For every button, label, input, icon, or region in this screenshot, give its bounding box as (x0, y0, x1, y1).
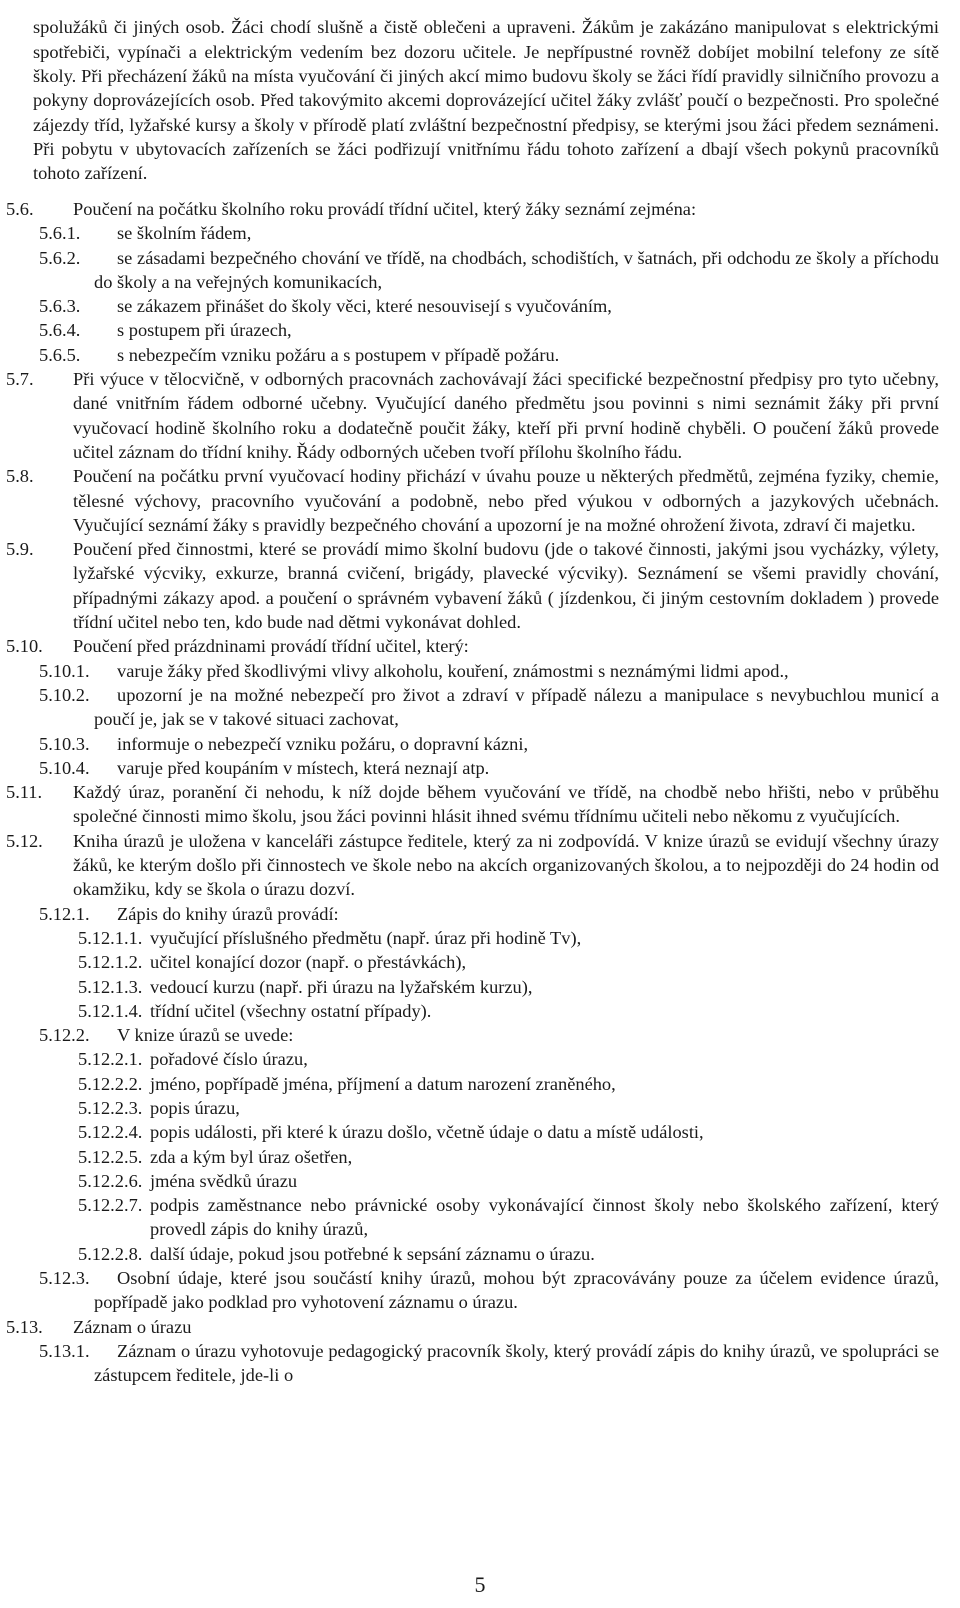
item-number: 5.12. (6, 830, 43, 851)
list-item (0, 975, 960, 999)
item-number: 5.12.1.1. (78, 927, 143, 948)
item-number: 5.6. (6, 199, 34, 219)
item-text: V knize úrazů se uvede: (117, 1025, 294, 1046)
list-item (0, 902, 960, 926)
item-text: Kniha úrazů je uložena v kanceláři zástupce ředitele, který za ni zodpovídá. V knize úrazů se evidují všechny úrazy žáků, ke kterým došlo při činnostech ve škole nebo na akcích organizovaných školou, a to nejpozději do 24 hodin od okamžiku, kdy se škola o úrazu dozví. (73, 830, 939, 900)
list-item (0, 1339, 960, 1388)
list-item (0, 634, 960, 658)
intro-paragraph: spolužáků či jiných osob. Žáci chodí slušně a čistě oblečeni a upraveni. Žákům je zakázáno manipulovat s elektrickými spotřebiči, vypínači a elektrickým vedením bez dozoru učitele. Je nepřípustné rovněž dobíjet mobilní telefony ze sítě školy. Při přecházení žáků na místa vyučování či jiných akcí mimo budovu školy se žáci řídí pravidly silničního provozu a pokyny doprovázejících osob. Před takovýmito akcemi doprovázející učitel žáky zvlášť poučí o bezpečnosti. Pro společné zájezdy tříd, lyžařské kursy a školy v přírodě platí zvláštní bezpečnostní předpisy, se kterými jsou žáci předem seznámeni. Při pobytu v ubytovacích zařízeních se žáci podřizují vnitřnímu řádu tohoto zařízení a dbají všech pokynů pracovníků tohoto zařízení. (33, 17, 939, 184)
list-item (0, 1242, 960, 1266)
item-number: 5.10.1. (39, 660, 90, 681)
list-item (0, 1072, 960, 1096)
list-item (0, 343, 960, 367)
list-item (0, 197, 960, 221)
item-text: Každý úraz, poranění či nehodu, k níž dojde během vyučování ve třídě, na chodbě nebo hřišti, nebo v průběhu společné činnosti mimo školu, jsou žáci povinni hlásit ihned svému třídnímu učiteli nebo někomu z vyučujících. (73, 782, 939, 827)
list-item (0, 367, 960, 464)
item-number: 5.9. (6, 539, 34, 560)
item-text: upozorní je na možné nebezpečí pro život a zdraví v případě nálezu a manipulace s nevybuchlou municí a poučí je, jak se v takové situaci zachovat, (94, 684, 939, 730)
item-number: 5.12.3. (39, 1268, 90, 1289)
list-item (0, 1096, 960, 1120)
list-item (0, 246, 960, 295)
item-number: 5.6.2. (39, 247, 81, 268)
list-item (0, 756, 960, 780)
item-text: s postupem při úrazech, (117, 320, 292, 341)
item-text: se zásadami bezpečného chování ve třídě, na chodbách, schodištích, v šatnách, při odchodu ze školy a příchodu do školy a na veřejných komunikacích, (94, 247, 939, 292)
list-item (0, 1315, 960, 1339)
item-text: učitel konající dozor (např. o přestávkách), (150, 952, 467, 973)
item-text: popis úrazu, (150, 1097, 240, 1118)
list-item (0, 950, 960, 974)
item-text: jméno, popřípadě jména, příjmení a datum narození zraněného, (150, 1073, 616, 1094)
list-item (0, 683, 960, 732)
item-number: 5.12.2.4. (78, 1122, 143, 1143)
item-text: třídní učitel (všechny ostatní případy). (150, 1000, 432, 1021)
item-number: 5.12.1. (39, 903, 90, 924)
item-number: 5.12.1.2. (78, 952, 143, 973)
item-number: 5.12.2.7. (78, 1195, 143, 1216)
item-text: Poučení na počátku první vyučovací hodiny přichází v úvahu pouze u některých předmětů, zejména fyziky, chemie, tělesné výchovy, pracovního vyučování a podobně, nebo před výukou v odborných a jazykových učebnách. Vyučující seznámí žáky s pravidly bezpečného chování a upozorní je na možné ohrožení života, zdraví či majetku. (73, 466, 939, 535)
item-number: 5.12.2.5. (78, 1146, 143, 1167)
list-item (0, 1266, 960, 1315)
item-number: 5.12.1.3. (78, 976, 143, 997)
item-text: vedoucí kurzu (např. při úrazu na lyžařském kurzu), (150, 976, 533, 997)
list-item (0, 999, 960, 1023)
list-item (0, 926, 960, 950)
list-item (0, 1193, 960, 1242)
list-item (0, 780, 960, 829)
item-text: varuje žáky před škodlivými vlivy alkoholu, kouření, známostmi s neznámými lidmi apod., (117, 660, 789, 681)
item-text: se zákazem přinášet do školy věci, které nesouvisejí s vyučováním, (117, 296, 612, 317)
item-text: varuje před koupáním v místech, která neznají atp. (117, 757, 490, 778)
item-text: jména svědků úrazu (150, 1170, 298, 1191)
item-text: Záznam o úrazu vyhotovuje pedagogický pracovník školy, který provádí zápis do knihy úrazů, ve spolupráci se zástupcem ředitele, jde-li o (94, 1340, 939, 1386)
item-number: 5.12.1.4. (78, 1000, 143, 1021)
item-number: 5.12.2.2. (78, 1073, 143, 1094)
list-item (0, 1169, 960, 1193)
item-text: vyučující příslušného předmětu (např. úraz při hodině Tv), (150, 927, 582, 948)
item-text: Záznam o úrazu (73, 1316, 192, 1337)
item-text: pořadové číslo úrazu, (150, 1049, 308, 1070)
list-item (0, 829, 960, 902)
item-text: Poučení před činnostmi, které se provádí mimo školní budovu (jde o takové činnosti, jakými jsou vycházky, výlety, lyžařské výcviky, exkurze, branná cvičení, brigády, plavecké výcviky). Seznámení se všemi pravidly chování, případnými zákazy apod. a poučení o správném vybavení žáků ( jízdenkou, či jiným cestovním dokladem ) provede třídní učitel nebo ten, kdo bude nad dětmi vykonávat dohled. (73, 539, 939, 633)
list-item (0, 464, 960, 537)
list-item (0, 1023, 960, 1047)
list-item (0, 659, 960, 683)
item-text: s nebezpečím vzniku požáru a s postupem v případě požáru. (117, 344, 560, 365)
item-number: 5.11. (6, 782, 43, 803)
item-number: 5.12.2.6. (78, 1170, 143, 1191)
numbered-list (0, 197, 960, 1388)
list-item (0, 1047, 960, 1071)
item-number: 5.12.2.3. (78, 1097, 143, 1118)
item-text: se školním řádem, (117, 223, 252, 244)
item-number: 5.12.2.1. (78, 1049, 143, 1070)
item-number: 5.12.2. (39, 1025, 90, 1046)
item-text: Osobní údaje, které jsou součástí knihy úrazů, mohou být zpracovávány pouze za účelem evidence úrazů, popřípadě jako podklad pro vyhotovení záznamu o úrazu. (94, 1268, 939, 1313)
item-number: 5.10.4. (39, 757, 90, 778)
item-text: podpis zaměstnance nebo právnické osoby vykonávající činnost školy nebo školského zařízení, který provedl zápis do knihy úrazů, (150, 1195, 939, 1240)
page-number: 5 (474, 1572, 486, 1597)
item-number: 5.10.3. (39, 733, 90, 754)
item-number: 5.6.1. (39, 223, 81, 244)
item-text: informuje o nebezpečí vzniku požáru, o dopravní kázni, (117, 733, 529, 754)
list-item (0, 221, 960, 245)
item-number: 5.10. (6, 636, 43, 657)
list-item (0, 1120, 960, 1144)
item-text: Poučení na počátku školního roku provádí třídní učitel, který žáky seznámí zejména: (73, 199, 697, 219)
item-number: 5.6.3. (39, 296, 81, 317)
list-item (0, 537, 960, 634)
list-item (0, 318, 960, 342)
item-text: další údaje, pokud jsou potřebné k sepsání záznamu o úrazu. (150, 1243, 595, 1264)
item-number: 5.13. (6, 1316, 43, 1337)
list-item (0, 732, 960, 756)
item-text: Zápis do knihy úrazů provádí: (117, 903, 339, 924)
item-number: 5.8. (6, 466, 34, 487)
item-number: 5.6.4. (39, 320, 81, 341)
list-item (0, 294, 960, 318)
list-item (0, 1145, 960, 1169)
item-number: 5.6.5. (39, 344, 81, 365)
item-text: Při výuce v tělocvičně, v odborných pracovnách zachovávají žáci specifické bezpečnostní předpisy pro tyto učebny, dané vnitřním řádem odborné učebny. Vyučující daného předmětu jsou povinni s nimi seznámit žáky při první vyučovací hodině školního roku a dodatečně poučit žáky, kteří při první hodině chyběli. O poučení žáků provede učitel záznam do třídní knihy. Řády odborných učeben tvoří přílohu školního řádu. (73, 369, 939, 462)
item-text: zda a kým byl úraz ošetřen, (150, 1146, 353, 1167)
item-number: 5.7. (6, 369, 34, 390)
item-number: 5.13.1. (39, 1340, 90, 1361)
item-text: popis události, při které k úrazu došlo, včetně údaje o datu a místě události, (150, 1122, 704, 1143)
item-number: 5.12.2.8. (78, 1243, 143, 1264)
item-text: Poučení před prázdninami provádí třídní učitel, který: (73, 636, 469, 657)
item-number: 5.10.2. (39, 684, 90, 705)
